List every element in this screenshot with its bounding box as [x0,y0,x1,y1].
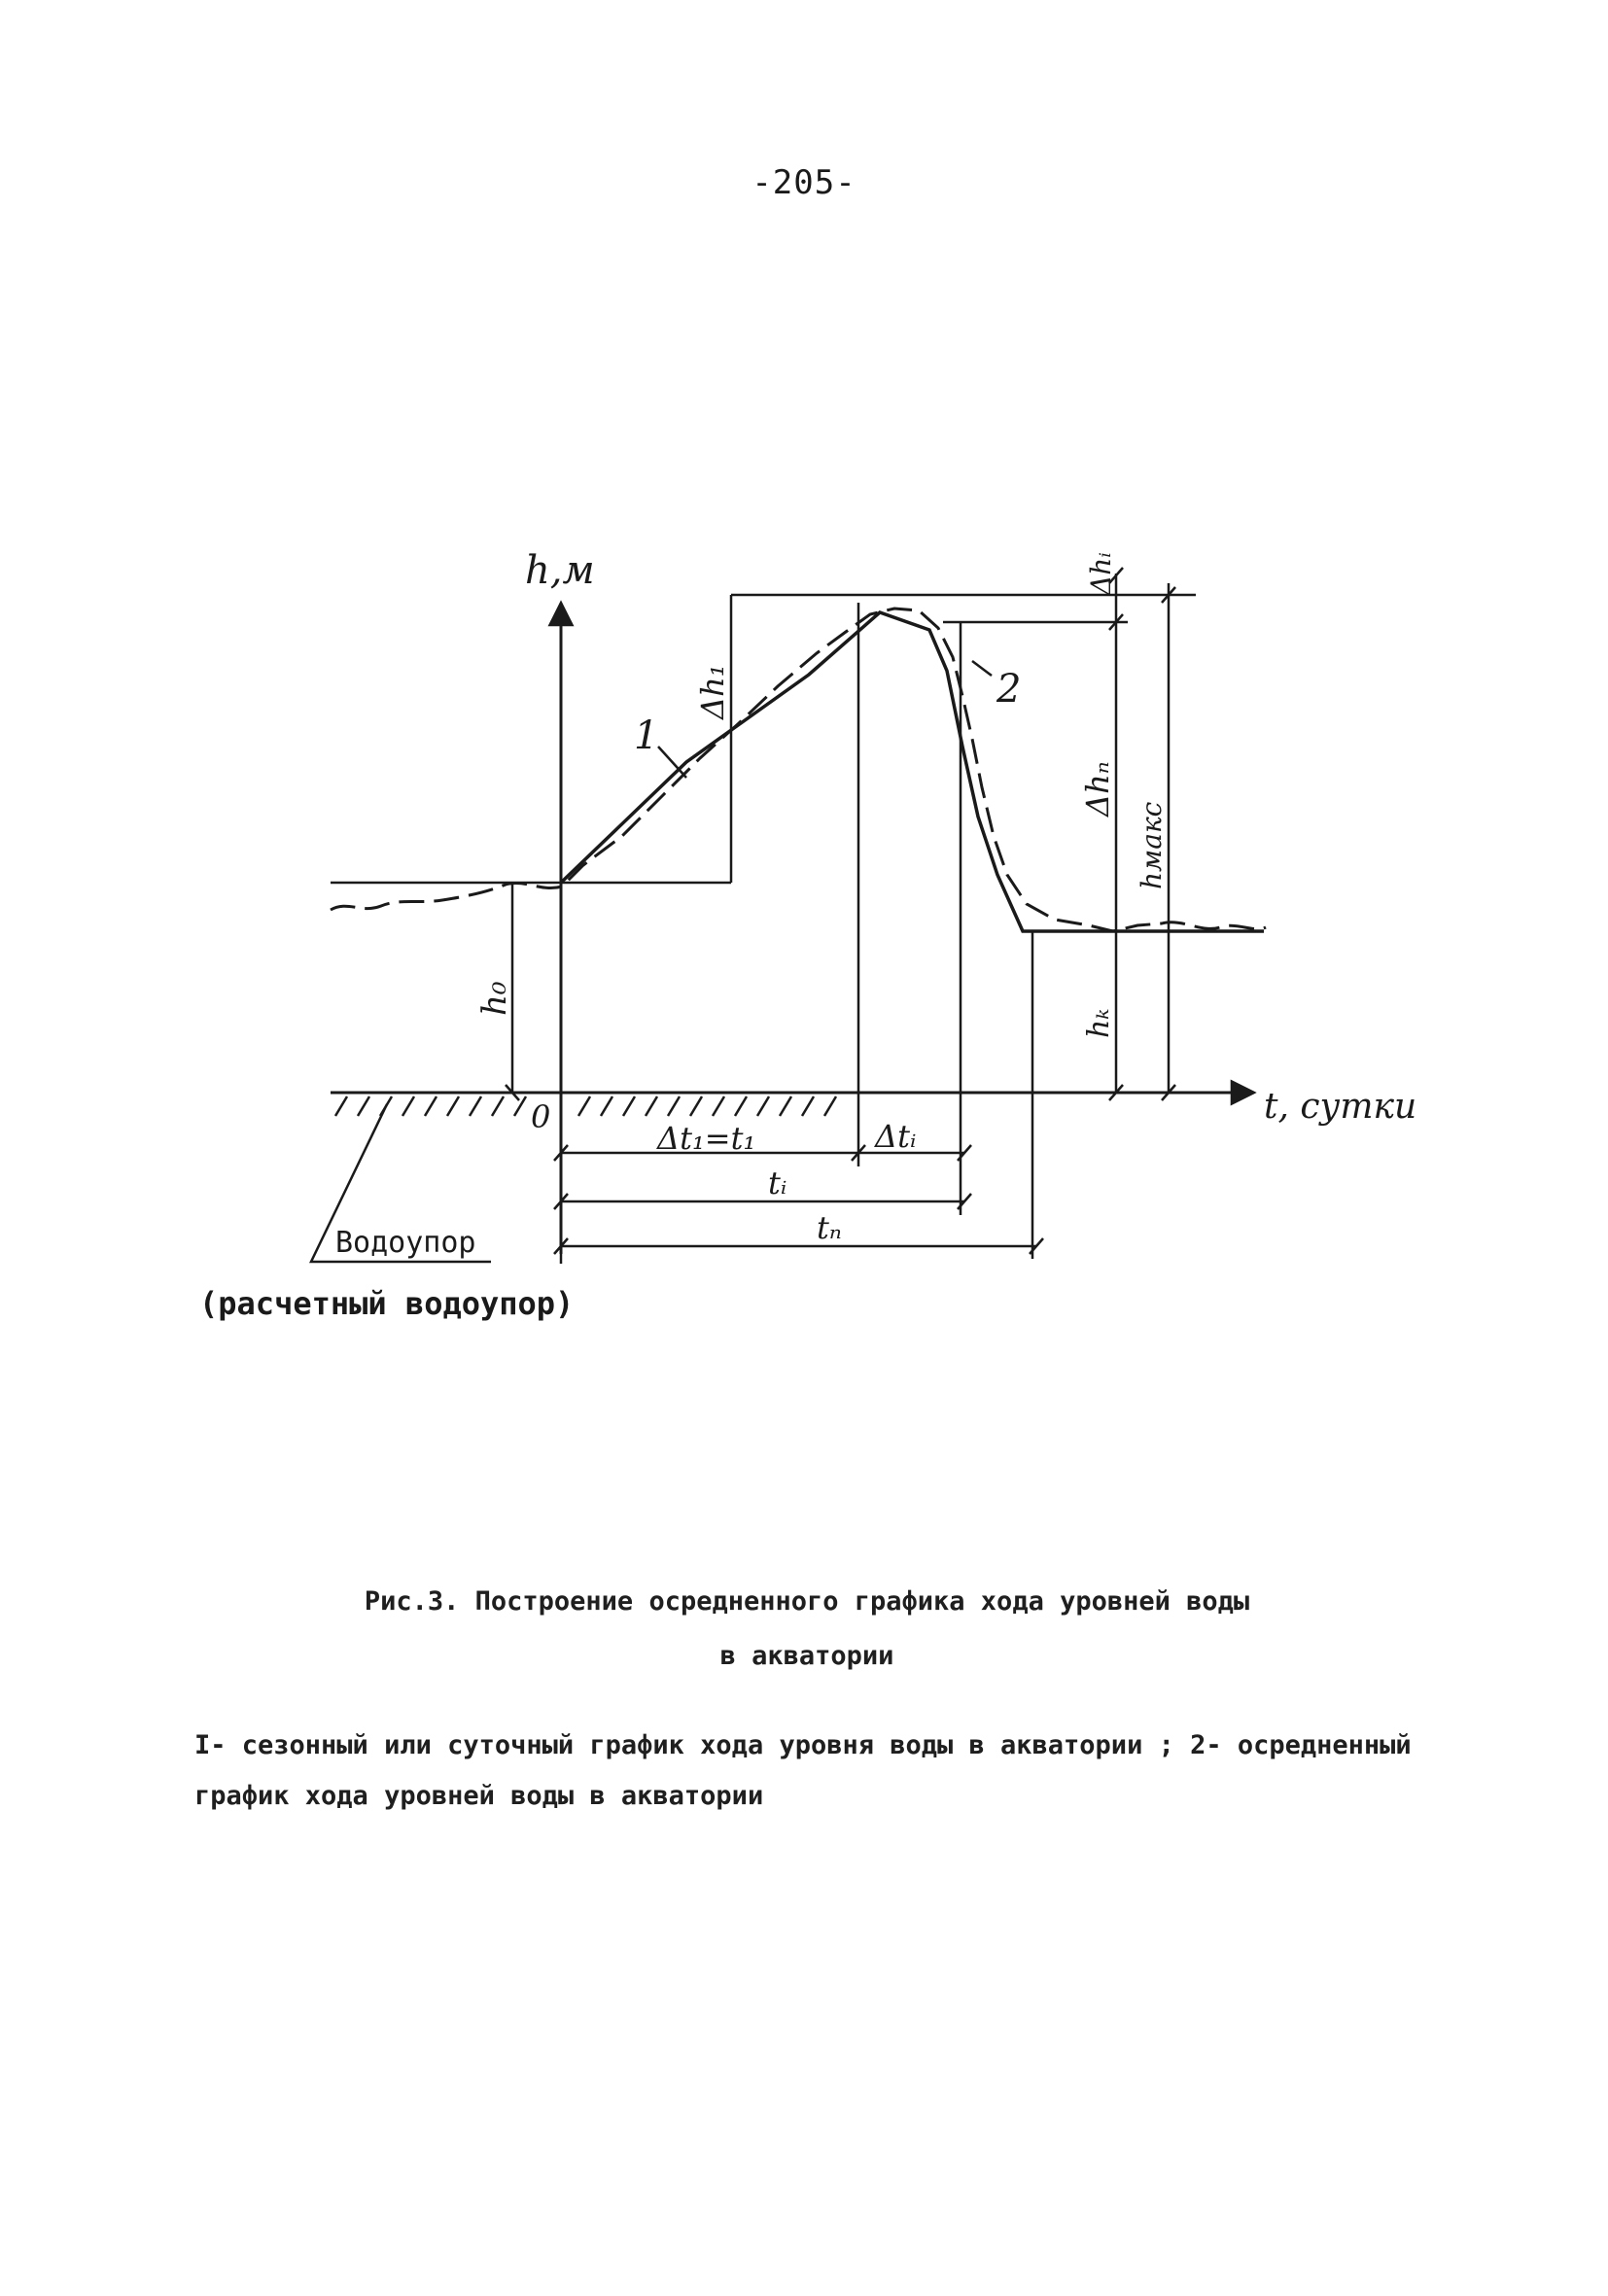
dh1-label: Δh₁ [694,664,731,719]
dhi-label: Δhᵢ [1085,552,1117,595]
hk-label: hₖ [1082,1008,1116,1038]
curve-1-leader [658,747,686,778]
aquiclude-label: Водоупор [335,1226,476,1260]
curve-1-label: 1 [634,713,659,758]
hmax-label: hмакс [1136,801,1168,889]
dhn-label: Δhₙ [1079,761,1116,817]
dt1-label: Δt₁=t₁ [657,1120,756,1157]
h0-label: h₀ [475,981,514,1016]
curve-2-leader [972,661,992,676]
tn-label: tₙ [817,1209,842,1246]
caption-title-line1: Рис.3. Построение осредненного графика хода уровней воды [364,1586,1250,1617]
origin-label: 0 [531,1098,551,1135]
curve-2-label: 2 [996,667,1022,712]
aquiclude-note: (расчетный водоупор) [199,1285,575,1322]
dti-label: Δtᵢ [875,1118,917,1155]
page-number: -205- [752,163,856,202]
figure-caption-title [194,1575,1419,1684]
x-axis-label: t, сутки [1264,1087,1417,1127]
y-axis-label: h,м [525,548,595,593]
figure-caption-legend: I- сезонный или суточный график хода уровня воды в акватории ; 2- осредненный график хода уровней воды в акватории [194,1730,1412,1811]
caption-title-line2: в акватории [719,1641,894,1671]
ti-label: tᵢ [768,1165,787,1201]
aquiclude-hatching [335,1096,836,1116]
